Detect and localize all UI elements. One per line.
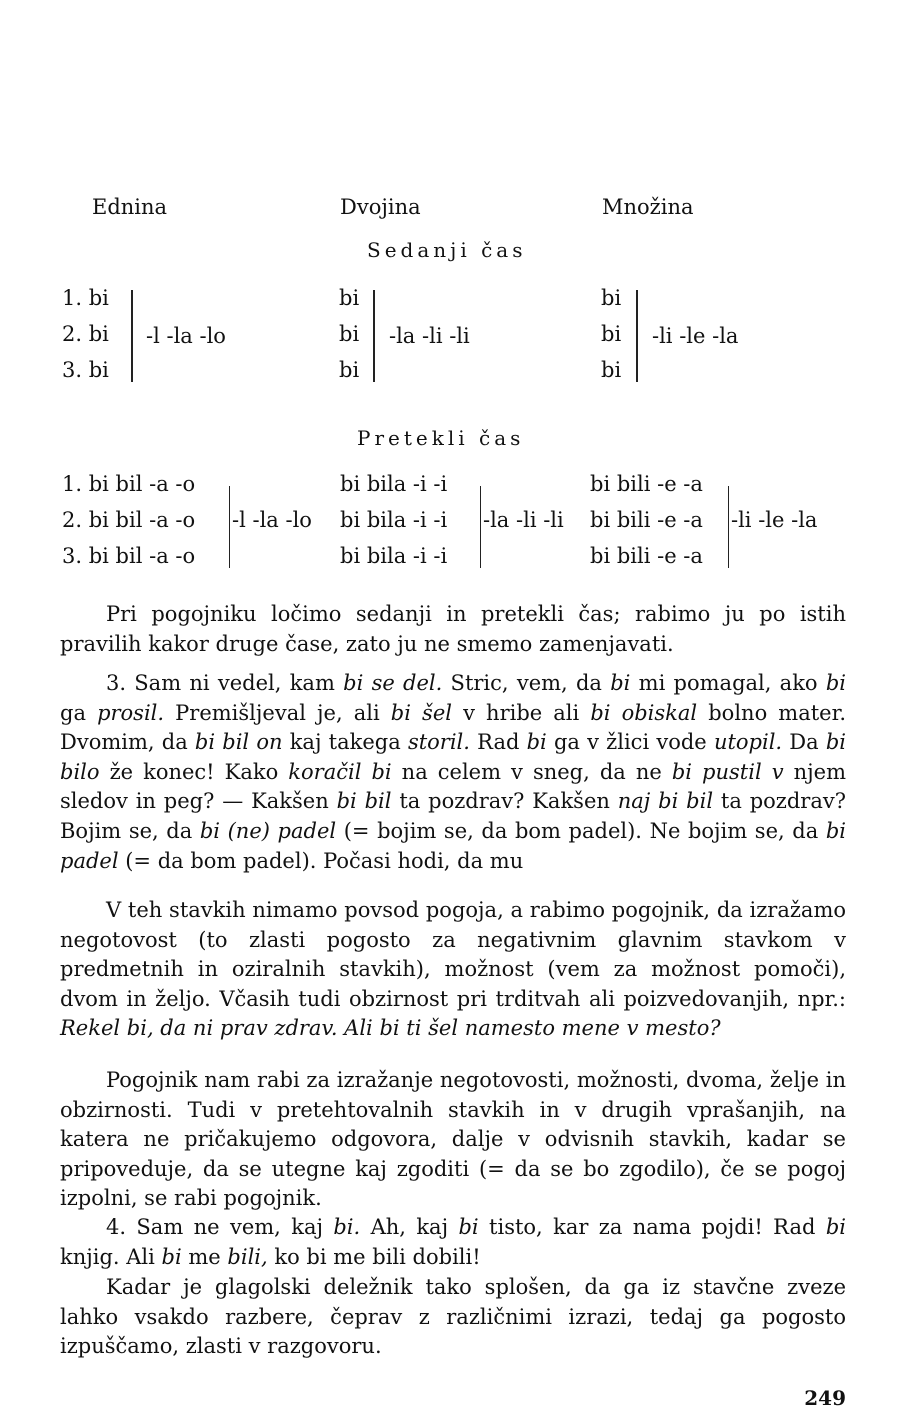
past-plural-bar — [728, 486, 729, 568]
past-dual-row-1: bi bila -i -i — [340, 472, 448, 496]
paragraph-4: Pogojnik nam rabi za izražanje negotovosti, možnosti, dvoma, želje in obzirnosti. Tudi v pretehtovalnih stavkih in v drugih vprašanjih, na katera ne pričakujemo odgovora, dalje v odvisnih stavkih, kadar se pripoveduje, da se utegne kaj zgoditi (= da se bo zgodilo), če se pogoj izpolni, se rabi pogojnik. — [60, 1068, 846, 1211]
present-singular-endings: -l -la -lo — [146, 324, 226, 348]
page-number: 249 — [804, 1386, 846, 1410]
column-header-plural: Množina — [602, 195, 694, 219]
present-singular-row-3: 3. bi — [62, 358, 109, 382]
past-singular-endings: -l -la -lo — [232, 508, 312, 532]
present-plural-row-2: bi — [601, 322, 622, 346]
present-plural-endings: -li -le -la — [652, 324, 739, 348]
past-singular-row-2: 2. bi bil -a -o — [62, 508, 196, 532]
past-dual-endings: -la -li -li — [483, 508, 564, 532]
past-plural-row-2: bi bili -e -a — [590, 508, 703, 532]
present-plural-row-3: bi — [601, 358, 622, 382]
past-singular-bar — [229, 486, 230, 568]
present-dual-row-1: bi — [339, 286, 360, 310]
present-dual-endings: -la -li -li — [389, 324, 470, 348]
column-header-dual: Dvojina — [340, 195, 421, 219]
paragraph-3: V teh stavkih nimamo povsod pogoja, a rabimo pogojnik, da izražamo negotovost (to zlasti pogosto za negativnim glavnim stavkom v predmetnih in oziralnih stavkih), možnost (vem za možnost pomoči), dvom in željo. Včasih tudi obzirnost pri trditvah ali poizvedovanjih, npr.: Rekel bi, da ni prav zdrav. Ali bi ti šel namesto mene v mesto? — [60, 898, 846, 1041]
present-dual-row-3: bi — [339, 358, 360, 382]
past-dual-bar — [480, 486, 481, 568]
past-singular-row-3: 3. bi bil -a -o — [62, 544, 196, 568]
present-singular-brace — [131, 290, 133, 382]
past-dual-row-2: bi bila -i -i — [340, 508, 448, 532]
paragraph-5: 4. Sam ne vem, kaj bi. Ah, kaj bi tisto, kar za nama pojdi! Rad bi knjig. Ali bi me bili, ko bi me bili dobili! — [60, 1215, 846, 1269]
present-singular-row-1: 1. bi — [62, 286, 109, 310]
present-dual-brace — [373, 290, 375, 382]
section-title-past: Pretekli čas — [357, 426, 525, 450]
column-header-singular: Ednina — [92, 195, 168, 219]
present-plural-row-1: bi — [601, 286, 622, 310]
present-singular-row-2: 2. bi — [62, 322, 109, 346]
past-plural-row-3: bi bili -e -a — [590, 544, 703, 568]
section-title-present: Sedanji čas — [367, 238, 527, 262]
past-dual-row-3: bi bila -i -i — [340, 544, 448, 568]
present-dual-row-2: bi — [339, 322, 360, 346]
past-plural-row-1: bi bili -e -a — [590, 472, 703, 496]
paragraph-6: Kadar je glagolski deležnik tako splošen, da ga iz stavčne zveze lahko vsakdo razbere, čeprav z različnimi izrazi, tedaj ga pogosto izpuščamo, zlasti v razgovoru. — [60, 1275, 846, 1359]
past-singular-row-1: 1. bi bil -a -o — [62, 472, 196, 496]
past-plural-endings: -li -le -la — [731, 508, 818, 532]
present-plural-brace — [636, 290, 638, 382]
paragraph-2: 3. Sam ni vedel, kam bi se del. Stric, vem, da bi mi pomagal, ako bi ga prosil. Premišljeval je, ali bi šel v hribe ali bi obiskal bolno mater. Dvomim, da bi bil on kaj takega storil. Rad bi ga v žlici vode utopil. Da bi bilo že konec! Kako koračil bi na celem v sneg, da ne bi pustil v njem sledov in peg? — Kakšen bi bil ta pozdrav? Kakšen naj bi bil ta pozdrav? Bojim se, da bi (ne) padel (= bojim se, da bom padel). Ne bojim se, da bi padel (= da bom padel). Počasi hodi, da mu — [60, 671, 847, 873]
paragraph-1: Pri pogojniku ločimo sedanji in pretekli čas; rabimo ju po istih pravilih kakor druge čase, zato ju ne smemo zamenjavati. — [60, 602, 846, 656]
